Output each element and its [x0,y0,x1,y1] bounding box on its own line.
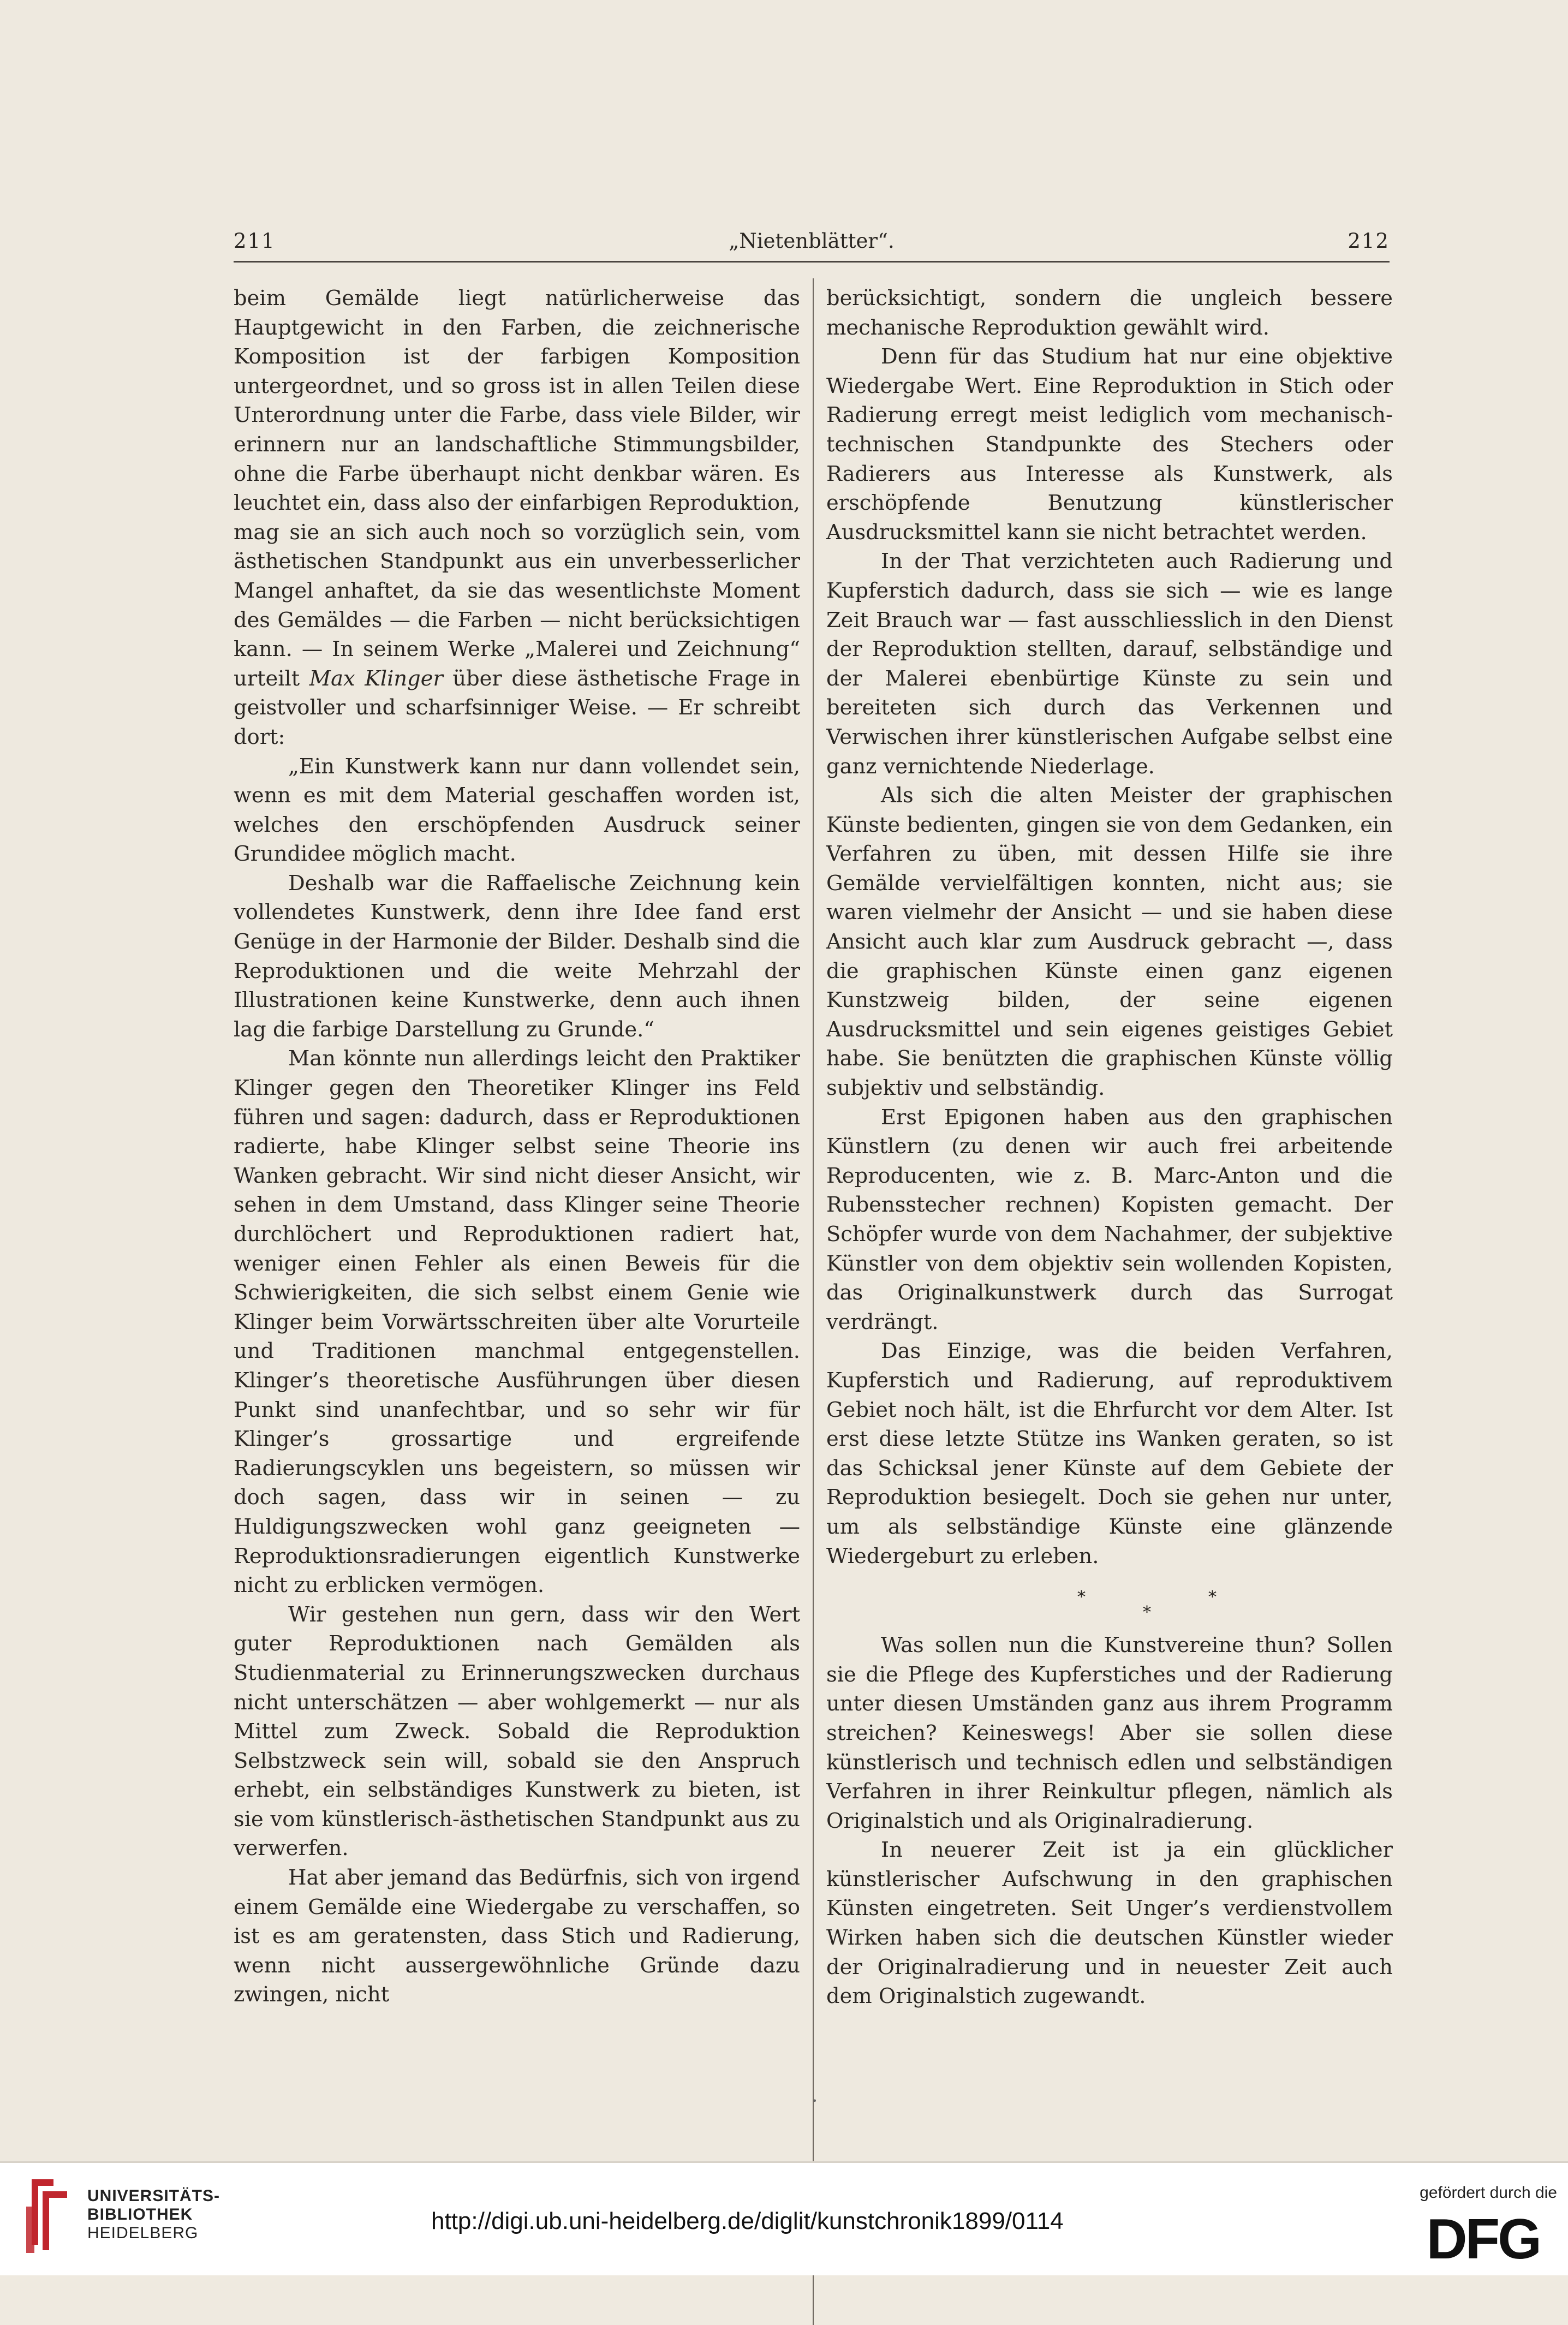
page-number-left: 211 [234,229,276,253]
column-divider [813,278,814,2325]
paragraph: Denn für das Studium hat nur eine objektive Wiedergabe Wert. Eine Reproduktion in Stich oder Radierung erregt meist lediglich vom mechanisch-technischen Standpunkte des Stechers oder Radierers aus Interesse als Kunstwerk, als erschöpfende Benutzung künstlerischer Ausdrucksmittel kann sie nicht betrachtet werden. [826,344,1393,545]
funding-caption: gefördert durch die [1420,2184,1557,2202]
running-title: „Nietenblätter“. [729,229,895,253]
left-text-column [234,284,800,2010]
digitization-footer [0,2161,1568,2275]
paragraph: „Ein Kunstwerk kann nur dann vollendet sein, wenn es mit dem Material geschaffen worden ist, welches den erschöpfenden Ausdruck seiner Grundidee möglich macht. [234,754,800,867]
library-name-line: HEIDELBERG [87,2224,199,2242]
author-name: Max Klinger [309,666,443,691]
asterisk: * [1143,1603,1151,1623]
right-text-column [826,284,1393,2011]
scan-speck: • [812,2096,818,2106]
paragraph: Wir gestehen nun gern, dass wir den Wert guter Reproduktionen nach Gemälden als Studienmaterial zu Erinnerungszwecken durchaus nicht unterschätzen — aber wohlgemerkt — nur als Mittel zum Zweck. Sobald die Reproduktion Selbstzweck sein will, sobald sie den Anspruch erhebt, ein selbständiges Kunstwerk zu bieten, ist sie vom künstlerisch-ästhetischen Standpunkt aus zu verwerfen. [234,1602,800,1861]
library-logo-icon [15,2174,75,2256]
paragraph: Als sich die alten Meister der graphischen Künste bedienten, gingen sie von dem Gedanken, ein Verfahren zu üben, mit dessen Hilfe sie ihre Gemälde vervielfältigen konnten, nicht aus; sie waren vielmehr der Ansicht — und sie haben diese Ansicht auch klar zum Ausdruck gebracht —, dass die graphischen Künste einen ganz eigenen Kunstzweig bilden, der seine eigenen Ausdrucksmittel und sein eigenes geistiges Gebiet habe. Sie benützten die graphischen Künste völlig subjektiv und selbständig. [826,783,1393,1101]
paragraph: In der That verzichteten auch Radierung und Kupferstich dadurch, dass sie sich — wie es lange Zeit Brauch war — fast ausschliesslich in den Dienst der Reproduktion stellten, darauf, selbständige und der Malerei ebenbürtige Künste zu sein und bereiteten sich durch das Verkennen und Verwischen ihrer künstlerischen Aufgabe selbst eine ganz vernichtende Niederlage. [826,549,1393,779]
library-name-line: UNIVERSITÄTS- [87,2187,220,2205]
dfg-logo: DFG [1426,2208,1540,2271]
library-name [87,2187,220,2243]
right-column-part-a [826,284,1393,1571]
library-name-line: BIBLIOTHEK [87,2205,193,2223]
paragraph: beim Gemälde liegt natürlicherweise das Hauptgewicht in den Farben, die zeichnerische Komposition ist der farbigen Komposition untergeordnet, und so gross ist in allen Teilen diese Unterordnung unter die Farbe, dass viele Bilder, wir erinnern nur an landschaftliche Stimmungsbilder, ohne die Farbe überhaupt nicht denkbar wären. Es leuchtet ein, dass also der einfarbigen Reproduktion, mag sie an sich auch noch so vorzüglich sein, vom ästhetischen Standpunkt aus ein unverbesserlicher Mangel anhaftet, da sie das wesentlichste Moment des Gemäldes — die Farben — nicht berücksichtigen kann. — In seinem Werke „Malerei und Zeichnung“ urteilt Max Klinger über diese ästhetische Frage in geistvoller und scharfsinniger Weise. — Er schreibt dort: [234,286,800,749]
right-column-part-b [826,1631,1393,2011]
paragraph: Erst Epigonen haben aus den graphischen Künstlern (zu denen wir auch frei arbeitende Reproducenten, wie z. B. Marc-Anton und die Rubensstecher rechnen) Kopisten gemacht. Der Schöpfer wurde von dem Nachahmer, der subjektive Künstler von dem objektiv sein wollenden Kopisten, das Originalkunstwerk durch das Surrogat verdrängt. [826,1105,1393,1334]
permalink-url[interactable]: http://digi.ub.uni-heidelberg.de/diglit/kunstchronik1899/0114 [431,2208,1064,2234]
paragraph: Man könnte nun allerdings leicht den Praktiker Klinger gegen den Theoretiker Klinger ins Feld führen und sagen: dadurch, dass er Reproduktionen radierte, habe Klinger selbst seine Theorie ins Wanken gebracht. Wir sind nicht dieser Ansicht, wir sehen in dem Umstand, dass Klinger seine Theorie durchlöchert und Reproduktionen radiert hat, weniger einen Fehler als einen Beweis für die Schwierigkeiten, die sich selbst einem Genie wie Klinger beim Vorwärtsschreiten über alte Vorurteile und Traditionen manchmal entgegenstellen. Klinger’s theoretische Ausführungen über diesen Punkt sind unanfechtbar, und so sehr wir für Klinger’s grossartige und ergreifende Radierungscyklen uns begeistern, so müssen wir doch sagen, dass wir in seinen — zu Huldigungszwecken wohl ganz geeigneten — Reproduktionsradierungen eigentlich Kunstwerke nicht zu erblicken vermögen. [234,1046,800,1598]
paragraph: berücksichtigt, sondern die ungleich bessere mechanische Reproduktion gewählt wird. [826,286,1393,340]
header-rule [234,261,1390,263]
paragraph: In neuerer Zeit ist ja ein glücklicher künstlerischer Aufschwung in den graphischen Künsten eingetreten. Seit Unger’s verdienstvollem Wirken haben sich die deutschen Künstler wieder der Originalradierung und in neuester Zeit auch dem Originalstich zugewandt. [826,1838,1393,2009]
asterisk: * [1208,1588,1217,1607]
paragraph: Das Einzige, was die beiden Verfahren, Kupferstich und Radierung, auf reproduktivem Gebiet noch hält, ist die Ehrfurcht vor dem Alter. Ist erst diese letzte Stütze ins Wanken geraten, so ist das Schicksal jener Künste auf dem Gebiete der Reproduktion besiegelt. Doch sie gehen nur unter, um als selbständige Künste eine glänzende Wiedergeburt zu erleben. [826,1339,1393,1569]
paragraph: Hat aber jemand das Bedürfnis, sich von irgend einem Gemälde eine Wiedergabe zu verschaffen, so ist es am geratensten, dass Stich und Radierung, wenn nicht aussergewöhnliche Gründe dazu zwingen, nicht [234,1865,800,2007]
paragraph: Was sollen nun die Kunstvereine thun? Sollen sie die Pflege des Kupferstiches und der Radierung unter diesen Umständen ganz aus ihrem Programm streichen? Keineswegs! Aber sie sollen diese künstlerisch und technisch edlen und selbständigen Verfahren in ihrer Reinkultur pflegen, nämlich als Originalstich und als Originalradierung. [826,1633,1393,1833]
section-break-asterisks [826,1571,1393,1631]
asterisk: * [1077,1588,1086,1607]
paragraph: Deshalb war die Raffaelische Zeichnung kein vollendetes Kunstwerk, denn ihre Idee fand erst Genüge in der Harmonie der Bilder. Deshalb sind die Reproduktionen und die weite Mehrzahl der Illustrationen keine Kunstwerke, denn auch ihnen lag die farbige Darstellung zu Grunde.“ [234,871,800,1042]
page-number-right: 212 [1348,229,1390,253]
page-header [234,229,1390,262]
